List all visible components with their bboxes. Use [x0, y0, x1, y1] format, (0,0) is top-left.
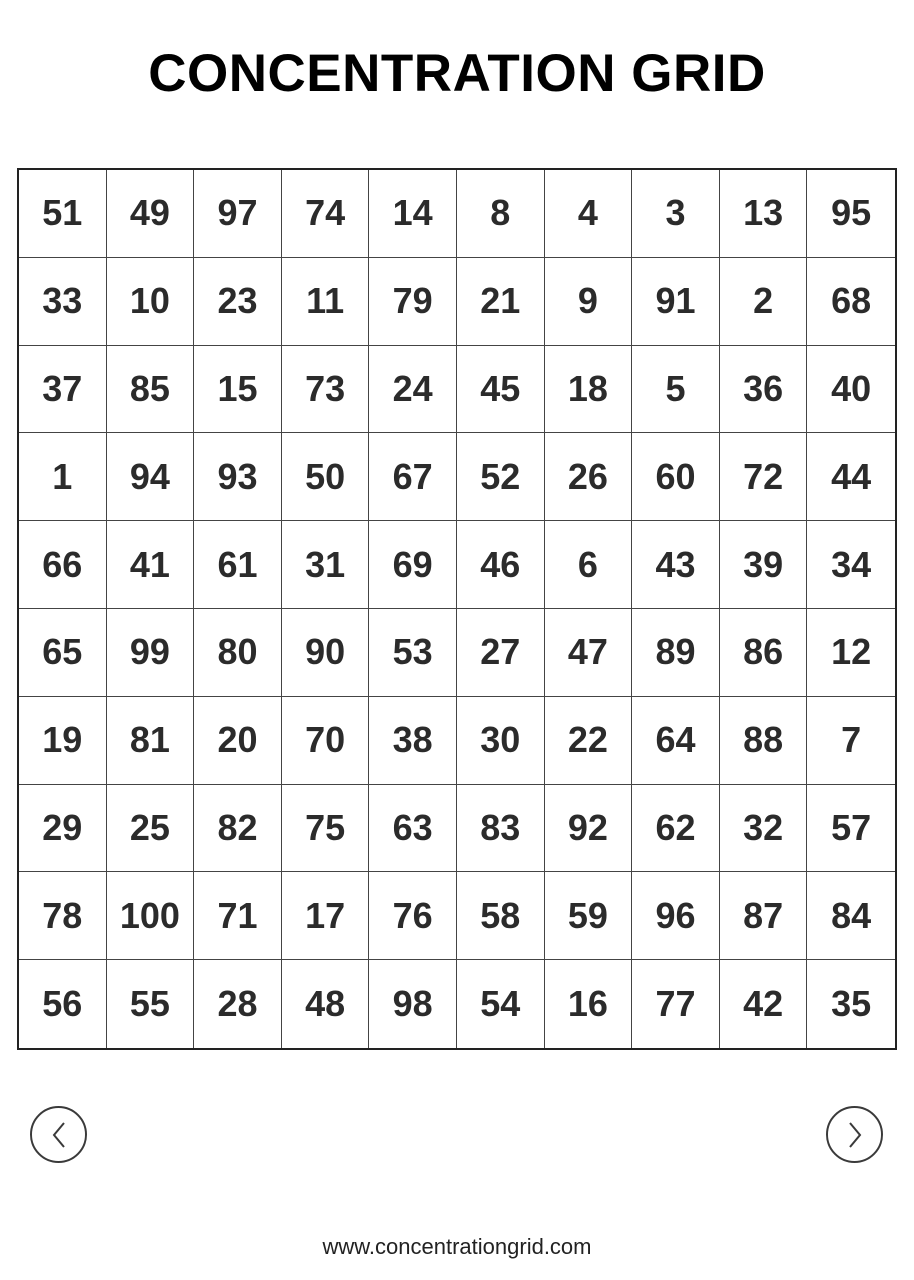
grid-cell[interactable]: 5 — [632, 346, 720, 434]
grid-cell[interactable]: 80 — [194, 609, 282, 697]
grid-cell[interactable]: 28 — [194, 960, 282, 1048]
grid-cell[interactable]: 91 — [632, 258, 720, 346]
next-button[interactable] — [826, 1106, 883, 1163]
grid-cell[interactable]: 94 — [107, 433, 195, 521]
grid-cell[interactable]: 42 — [720, 960, 808, 1048]
grid-cell[interactable]: 27 — [457, 609, 545, 697]
grid-cell[interactable]: 90 — [282, 609, 370, 697]
grid-cell[interactable]: 82 — [194, 785, 282, 873]
grid-cell[interactable]: 96 — [632, 872, 720, 960]
grid-cell[interactable]: 37 — [19, 346, 107, 434]
page-title: CONCENTRATION GRID — [148, 44, 766, 103]
grid-cell[interactable]: 70 — [282, 697, 370, 785]
grid-cell[interactable]: 13 — [720, 170, 808, 258]
grid-cell[interactable]: 33 — [19, 258, 107, 346]
grid-cell[interactable]: 41 — [107, 521, 195, 609]
grid-cell[interactable]: 6 — [545, 521, 633, 609]
grid-cell[interactable]: 72 — [720, 433, 808, 521]
grid-cell[interactable]: 18 — [545, 346, 633, 434]
grid-cell[interactable]: 50 — [282, 433, 370, 521]
grid-cell[interactable]: 68 — [807, 258, 895, 346]
grid-cell[interactable]: 76 — [369, 872, 457, 960]
grid-cell[interactable]: 17 — [282, 872, 370, 960]
grid-cell[interactable]: 63 — [369, 785, 457, 873]
grid-cell[interactable]: 49 — [107, 170, 195, 258]
grid-cell[interactable]: 16 — [545, 960, 633, 1048]
grid-cell[interactable]: 31 — [282, 521, 370, 609]
grid-cell[interactable]: 99 — [107, 609, 195, 697]
grid-cell[interactable]: 52 — [457, 433, 545, 521]
grid-cell[interactable]: 83 — [457, 785, 545, 873]
grid-cell[interactable]: 89 — [632, 609, 720, 697]
grid-cell[interactable]: 4 — [545, 170, 633, 258]
grid-cell[interactable]: 20 — [194, 697, 282, 785]
grid-cell[interactable]: 59 — [545, 872, 633, 960]
grid-cell[interactable]: 25 — [107, 785, 195, 873]
grid-cell[interactable]: 65 — [19, 609, 107, 697]
grid-cell[interactable]: 11 — [282, 258, 370, 346]
grid-cell[interactable]: 45 — [457, 346, 545, 434]
grid-cell[interactable]: 43 — [632, 521, 720, 609]
grid-cell[interactable]: 14 — [369, 170, 457, 258]
grid-cell[interactable]: 10 — [107, 258, 195, 346]
grid-cell[interactable]: 46 — [457, 521, 545, 609]
grid-cell[interactable]: 85 — [107, 346, 195, 434]
grid-cell[interactable]: 75 — [282, 785, 370, 873]
grid-cell[interactable]: 1 — [19, 433, 107, 521]
grid-cell[interactable]: 7 — [807, 697, 895, 785]
grid-cell[interactable]: 78 — [19, 872, 107, 960]
chevron-left-icon — [47, 1119, 71, 1151]
grid-cell[interactable]: 60 — [632, 433, 720, 521]
grid-cell[interactable]: 55 — [107, 960, 195, 1048]
grid-cell[interactable]: 39 — [720, 521, 808, 609]
grid-cell[interactable]: 53 — [369, 609, 457, 697]
footer-url[interactable]: www.concentrationgrid.com — [322, 1234, 592, 1259]
grid-cell[interactable]: 81 — [107, 697, 195, 785]
grid-cell[interactable]: 57 — [807, 785, 895, 873]
grid-cell[interactable]: 77 — [632, 960, 720, 1048]
grid-cell[interactable]: 26 — [545, 433, 633, 521]
grid-cell[interactable]: 29 — [19, 785, 107, 873]
grid-cell[interactable]: 86 — [720, 609, 808, 697]
grid-cell[interactable]: 100 — [107, 872, 195, 960]
grid-cell[interactable]: 40 — [807, 346, 895, 434]
grid-cell[interactable]: 97 — [194, 170, 282, 258]
grid-cell[interactable]: 69 — [369, 521, 457, 609]
grid-cell[interactable]: 73 — [282, 346, 370, 434]
grid-cell[interactable]: 24 — [369, 346, 457, 434]
previous-button[interactable] — [30, 1106, 87, 1163]
grid-cell[interactable]: 93 — [194, 433, 282, 521]
grid-cell[interactable]: 30 — [457, 697, 545, 785]
grid-cell[interactable]: 64 — [632, 697, 720, 785]
grid-cell[interactable]: 56 — [19, 960, 107, 1048]
grid-cell[interactable]: 84 — [807, 872, 895, 960]
grid-cell[interactable]: 22 — [545, 697, 633, 785]
chevron-right-icon — [843, 1119, 867, 1151]
grid-cell[interactable]: 34 — [807, 521, 895, 609]
grid-cell[interactable]: 32 — [720, 785, 808, 873]
grid-cell[interactable]: 98 — [369, 960, 457, 1048]
grid-cell[interactable]: 38 — [369, 697, 457, 785]
grid-cell[interactable]: 61 — [194, 521, 282, 609]
grid-cell[interactable]: 12 — [807, 609, 895, 697]
grid-cell[interactable]: 2 — [720, 258, 808, 346]
grid-cell[interactable]: 88 — [720, 697, 808, 785]
grid-cell[interactable]: 58 — [457, 872, 545, 960]
grid-cell[interactable]: 74 — [282, 170, 370, 258]
grid-cell[interactable]: 8 — [457, 170, 545, 258]
grid-cell[interactable]: 71 — [194, 872, 282, 960]
grid-cell[interactable]: 48 — [282, 960, 370, 1048]
grid-cell[interactable]: 47 — [545, 609, 633, 697]
grid-cell[interactable]: 9 — [545, 258, 633, 346]
grid-cell[interactable]: 21 — [457, 258, 545, 346]
grid-cell[interactable]: 95 — [807, 170, 895, 258]
grid-cell[interactable]: 79 — [369, 258, 457, 346]
grid-cell[interactable]: 3 — [632, 170, 720, 258]
grid-cell[interactable]: 36 — [720, 346, 808, 434]
grid-cell[interactable]: 54 — [457, 960, 545, 1048]
grid-cell[interactable]: 67 — [369, 433, 457, 521]
grid-cell[interactable]: 87 — [720, 872, 808, 960]
grid-cell[interactable]: 35 — [831, 983, 872, 1025]
grid-cell[interactable]: 15 — [194, 346, 282, 434]
grid-cell[interactable]: 92 — [545, 785, 633, 873]
grid-cell[interactable]: 23 — [194, 258, 282, 346]
grid-cell[interactable]: 62 — [632, 785, 720, 873]
grid-cell[interactable]: 66 — [19, 521, 107, 609]
grid-cell[interactable]: 51 — [19, 170, 107, 258]
number-grid — [17, 168, 897, 1050]
grid-cell[interactable]: 19 — [19, 697, 107, 785]
grid-cell[interactable]: 44 — [807, 433, 895, 521]
